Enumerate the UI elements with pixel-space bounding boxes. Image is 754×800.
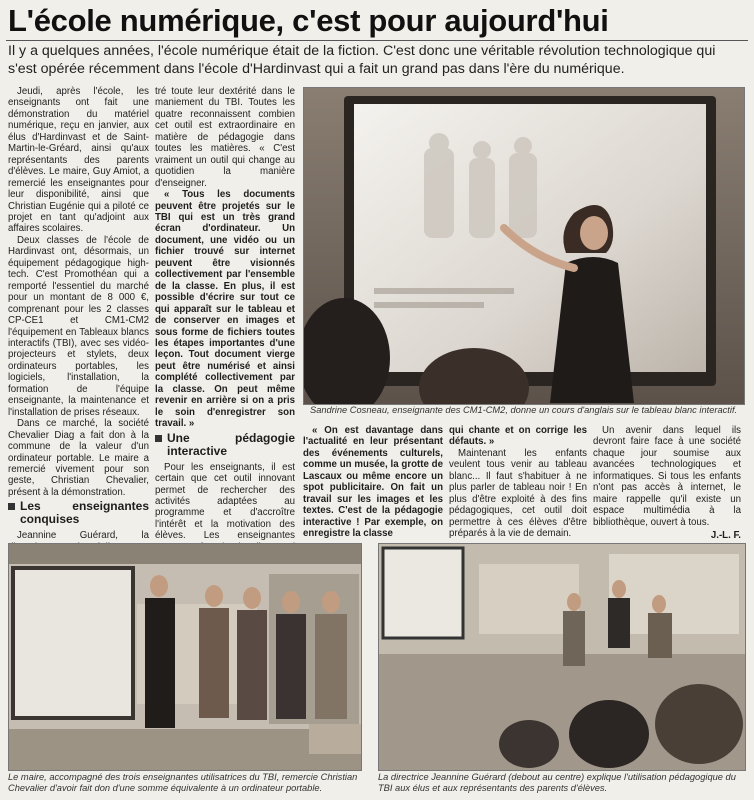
caption-main-photo: Sandrine Cosneau, enseignante des CM1-CM2, donne un cours d'anglais sur le tableau blanc interactif. [310, 405, 738, 415]
paragraph: Jeannine Guérard, la [17, 530, 149, 542]
caption-bottom-right: La directrice Jeannine Guérard (debout au centre) explique l'utilisation pédagogique du TBI aux élus et aux représentants des parents d'élèves. [378, 772, 736, 793]
quote-paragraph: « On est davantage dans l'actualité en leur présentant des événements culturels, comme un musée, la grotte de Lascaux ou même encore un spot publicitaire. On fait un travail sur les images et les textes. C'est de la pédagogie interactive ! Par exemple, on enregistre la classe [303, 425, 443, 540]
photo-bottom-right-image [379, 544, 745, 770]
headline-rule [6, 40, 748, 41]
caption-bottom-left: Le maire, accompagné des trois enseignantes utilisatrices du TBI, remercie Christian Chevalier d'avoir fait don d'une somme équivalente à un ordinateur portable. [8, 772, 358, 793]
subhead-pedagogie [155, 432, 295, 458]
photo-bottom-left [8, 543, 362, 771]
photo-bottom-right [378, 543, 746, 771]
quote-paragraph: qui chante et on corrige les défauts. » [449, 425, 587, 448]
photo-bottom-left-image [9, 544, 361, 770]
paragraph: Jeudi, après l'école, les enseignants ont fait une démonstration du matériel numérique, reçu en janvier, aux élus d'Hardinvast et de Saint-Martin-le-Gréard, ainsi qu'aux représentants des parents d'élèves. Le maire, Guy Amiot, a remercié les enseignantes pour leur disponibilité, ainsi que Christian Eugénie qui a piloté ce projet en tant qu'adjoint aux affaires scolaires. [8, 86, 149, 235]
column-3 [303, 425, 443, 540]
paragraph: Un avenir dans lequel ils devront faire face à une société chaque jour soumise aux avancées technologiques et informatiques. Si tous les enfants n'ont pas accès à internet, le maire rappelle qu'il existe un espace multimédia à la bibliothèque, ouvert à tous. [593, 425, 741, 528]
bullet-square-icon [8, 503, 15, 510]
paragraph: tré toute leur dextérité dans le maniement du TBI. Toutes les quatre reconnaissent combien cet outil est extraordinaire en matière de pédagogie dans toutes les matières. « C'est vraiment un outil qui change au quotidien la manière d'enseigner. [155, 86, 295, 189]
lead-paragraph: Il y a quelques années, l'école numérique était de la fiction. C'est donc une véritable révolution technologique qui s'est opérée récemment dans l'école d'Hardinvast qui a fait un grand pas dans l'ère du numérique. [8, 43, 716, 77]
paragraph: Maintenant les enfants veulent tous venir au tableau blanc... Il faut s'habituer à ne plus parler de tableau noir ! En plus d'être exploité à des fins pédagogiques, cet outil doit permettre à ces élèves d'être préparés à la vie de demain. [449, 447, 587, 540]
paragraph: Deux classes de l'école de Hardinvast ont, désormais, un équipement pédagogique high-tech. C'est Promothéan qui a remporté l'essentiel du marché pour un montant de 8 000 €, comprenant pour les 2 classes CP-CE1 et CM1-CM2 l'équipement en Tableaux blancs interactifs (TBI), avec ses vidéo-projecteurs et stylets, deux ordinateurs portables, les logiciels, l'installation, la formation de l'équipe enseignante, la maintenance et l'installation de prises réseaux. [8, 234, 149, 418]
author-signature: J.-L. F. [710, 530, 741, 542]
column-1 [8, 86, 149, 588]
subhead-text: Une pédagogie interactive [167, 430, 295, 458]
paragraph: Pour les enseignants, il est certain que cet outil innovant permet de rechercher des activités adaptées au programme et d'accroître l'intérêt et la motivation des élèves. Les enseignantes [155, 461, 295, 542]
photo-main [303, 87, 745, 405]
subhead-enseignantes [8, 500, 149, 526]
bullet-square-icon [155, 435, 162, 442]
column-5 [593, 425, 741, 542]
quote-paragraph: « Tous les documents peuvent être projetés sur le TBI qui est un très grand écran d'ordinateur. Un document, une vidéo ou un fichier trouvé sur internet peuvent être visionnés collectivement par l'ensemble de la classe. En plus, il est possible d'écrire sur tout ce qui apparaît sur le tableau et de conserver en images et sous forme de fichiers toutes les étapes importantes d'une leçon. Tout document vierge peut être numérisé et ainsi complété collectivement par la classe. On peut même revenir en arrière si on a pris le soin d'enregistrer son travail. » [155, 189, 295, 430]
column-2 [155, 86, 295, 599]
column-4 [449, 425, 587, 540]
headline: L'école numérique, c'est pour aujourd'hui [8, 3, 609, 38]
subhead-text: Les enseignantes conquises [20, 499, 149, 527]
paragraph: Dans ce marché, la société Chevalier Diag a fait don à la commune de la valeur d'un ordinateur portable. Le maire a remercié vivement pour son geste, Christian Chevalier, présent à la démonstration. [8, 418, 149, 498]
photo-main-image [304, 88, 744, 404]
